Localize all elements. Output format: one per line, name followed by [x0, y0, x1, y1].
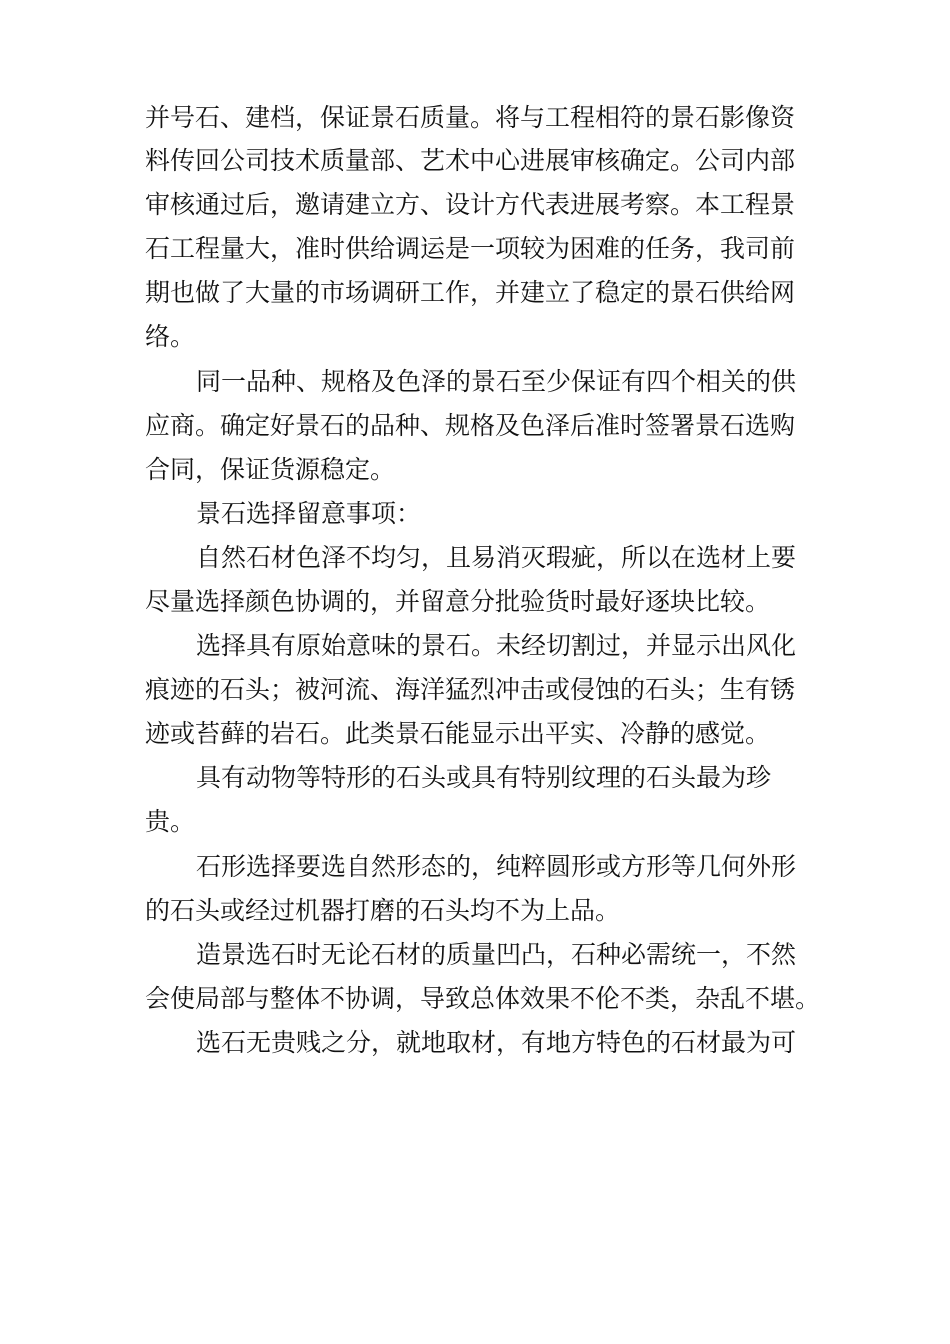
text-line-8: 应商。确定好景石的品种、规格及色泽后准时签署景石选购 [145, 411, 796, 440]
text-line-11: 自然石材色泽不均匀，且易消灭瑕疵，所以在选材上要 [196, 543, 797, 572]
text-line-3: 审核通过后，邀请建立方、设计方代表进展考察。本工程景 [145, 190, 796, 219]
text-line-17: 贵。 [145, 807, 196, 836]
text-line-2: 料传回公司技术质量部、艺术中心进展审核确定。公司内部 [145, 146, 796, 175]
text-line-9: 合同，保证货源稳定。 [145, 455, 396, 484]
text-line-19: 的石头或经过机器打磨的石头均不为上品。 [145, 896, 621, 925]
text-line-1: 并号石、建档，保证景石质量。将与工程相符的景石影像资 [145, 103, 796, 132]
text-line-20: 造景选石时无论石材的质量凹凸，石种必需统一，不然 [196, 940, 797, 969]
text-line-10: 景石选择留意事项： [196, 499, 422, 528]
text-line-15: 迹或苔藓的岩石。此类景石能显示出平实、冷静的感觉。 [145, 719, 771, 748]
text-line-16: 具有动物等特形的石头或具有特别纹理的石头最为珍 [196, 763, 772, 792]
text-line-7: 同一品种、规格及色泽的景石至少保证有四个相关的供 [196, 367, 797, 396]
text-line-14: 痕迹的石头；被河流、海洋猛烈冲击或侵蚀的石头；生有锈 [145, 675, 796, 704]
text-line-12: 尽量选择颜色协调的，并留意分批验货时最好逐块比较。 [145, 587, 771, 616]
text-line-13: 选择具有原始意味的景石。未经切割过，并显示出风化 [196, 631, 797, 660]
text-line-18: 石形选择要选自然形态的，纯粹圆形或方形等几何外形 [196, 852, 797, 881]
text-line-6: 络。 [145, 322, 196, 351]
text-line-22: 选石无贵贱之分，就地取材，有地方特色的石材最为可 [196, 1028, 797, 1057]
text-line-5: 期也做了大量的市场调研工作，并建立了稳定的景石供给网 [145, 278, 796, 307]
text-line-4: 石工程量大，准时供给调运是一项较为困难的任务，我司前 [145, 234, 796, 263]
text-line-21: 会使局部与整体不协调，导致总体效果不伦不类，杂乱不堪。 [145, 984, 821, 1013]
